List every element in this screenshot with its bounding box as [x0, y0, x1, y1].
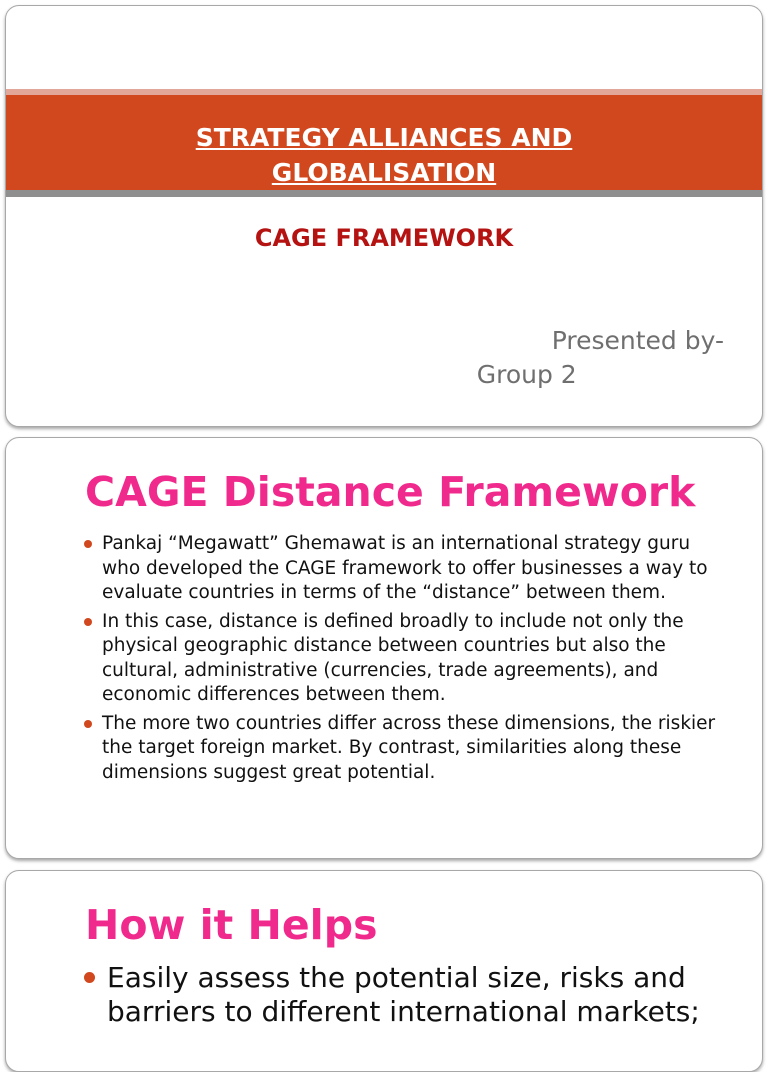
bullet-item — [84, 961, 732, 1029]
bullet-text: In this case, distance is defined broadly to include not only the physical geographic distance between countries but also the cultural, administrative (currencies, trade agreements), and economic differences between them. — [102, 610, 684, 705]
bullet-list — [84, 961, 732, 1029]
cage-framework-slide — [5, 437, 763, 859]
presenter-line-2: Group 2 — [476, 360, 577, 389]
slide-title — [6, 120, 762, 190]
slide-title-line-1: STRATEGY ALLIANCES AND — [195, 123, 573, 152]
title-slide — [5, 5, 763, 427]
how-it-helps-slide — [5, 870, 763, 1072]
slide-heading: How it Helps — [85, 901, 378, 949]
bullet-dot-icon — [84, 720, 92, 728]
bullet-text: Easily assess the potential size, risks and barriers to different international markets; — [107, 961, 700, 1028]
bullet-text: The more two countries differ across these dimensions, the riskier the target foreign market. By contrast, similarities along these dimensions suggest great potential. — [102, 712, 716, 783]
bullet-dot-icon — [84, 972, 95, 983]
presenter-block — [477, 324, 724, 392]
bullet-item — [84, 712, 732, 786]
bullet-text: Pankaj “Megawatt” Ghemawat is an international strategy guru who developed the CAGE framework to offer businesses a way to evaluate countries in terms of the “distance” between them. — [102, 533, 708, 603]
bullet-dot-icon — [84, 618, 92, 626]
bullet-item — [84, 532, 732, 606]
slide-subtitle: CAGE FRAMEWORK — [254, 224, 514, 252]
bullet-dot-icon — [84, 540, 92, 548]
slide-title-line-2: GLOBALISATION — [271, 158, 497, 187]
bullet-list — [84, 532, 732, 789]
slide-heading: CAGE Distance Framework — [85, 468, 696, 516]
presenter-line-1: Presented by- — [551, 326, 724, 355]
bullet-item — [84, 610, 732, 708]
title-band-shadow — [6, 190, 762, 197]
